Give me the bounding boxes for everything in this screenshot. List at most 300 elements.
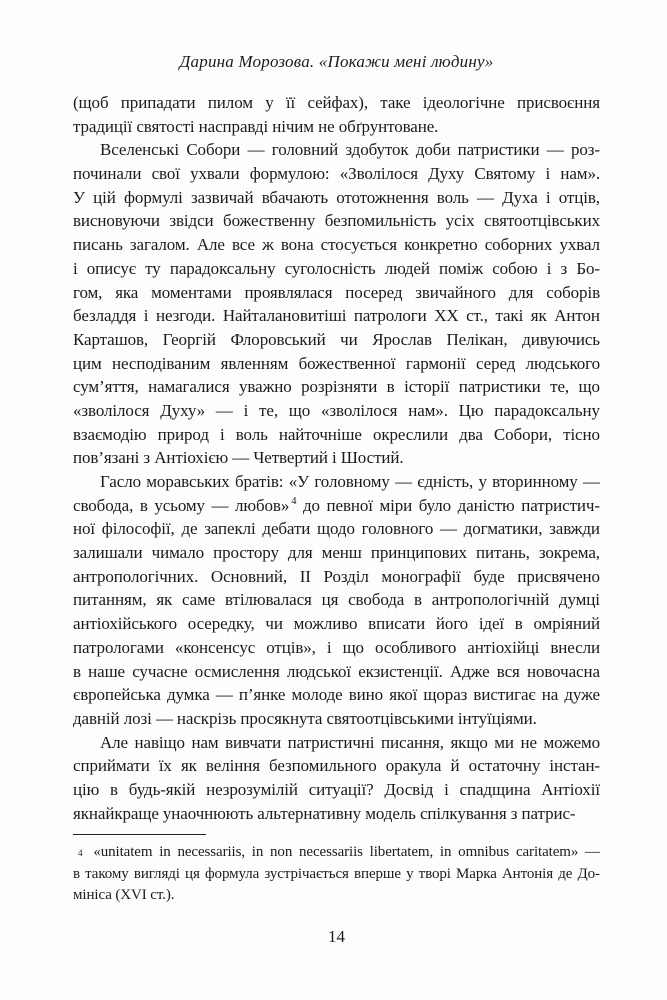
word: Духа: [502, 187, 538, 207]
word: єдність,: [417, 472, 474, 491]
word: Цю: [458, 400, 484, 420]
word: її: [285, 93, 296, 112]
word: Але: [196, 235, 225, 255]
word: Але: [100, 732, 129, 752]
word: —: [477, 187, 494, 207]
word: доби: [415, 140, 451, 160]
word: сейфах),: [307, 93, 369, 112]
word: гармонії: [405, 353, 466, 373]
word: Марка: [456, 865, 497, 882]
word: Антіохії: [541, 779, 600, 799]
text-line: традиції святості насправді нічим не обґрунтоване.: [73, 116, 439, 136]
text-line: [73, 399, 600, 423]
word: європейська: [73, 685, 161, 705]
word: звичайного: [415, 282, 496, 302]
word: свобода,: [73, 495, 134, 515]
word: патристики: [457, 140, 540, 160]
word: ст.,: [466, 306, 488, 326]
word: у: [406, 865, 414, 882]
word: проявлялася: [244, 282, 333, 302]
word: парадоксальну: [169, 258, 276, 278]
word: —: [215, 400, 233, 420]
word: головного: [361, 519, 434, 539]
text-line: [73, 588, 600, 612]
word: намагалися: [148, 377, 230, 397]
paragraph: [73, 91, 600, 138]
word: питань,: [476, 543, 530, 563]
word: і: [219, 424, 225, 444]
word: —: [215, 685, 233, 705]
word: сучасне: [132, 661, 188, 681]
word: нам».: [408, 400, 448, 420]
word: Найталановитіші: [222, 306, 347, 326]
word: міри: [379, 495, 413, 515]
word: будь-якій: [128, 779, 196, 799]
word: святоотцівських: [484, 211, 600, 231]
word: буде: [473, 566, 505, 586]
word: in: [439, 844, 452, 861]
word: цію: [73, 779, 100, 799]
word: екзистенції.: [358, 661, 443, 681]
word: «консенсус: [174, 637, 256, 657]
word: ту: [145, 258, 161, 278]
text-line: [73, 375, 600, 399]
word: такі: [495, 306, 524, 326]
word: вбачають: [261, 187, 328, 207]
word: що: [342, 637, 364, 657]
word: несподіваним: [112, 353, 211, 373]
word: думці: [558, 590, 600, 610]
word: Собори: [186, 140, 241, 160]
word: чи: [340, 329, 358, 349]
text-line: пов’язані з Антіохією — Четвертий і Шостий.: [73, 448, 404, 468]
word: в: [414, 590, 422, 610]
word: в: [110, 779, 118, 799]
word: necessariis,: [177, 844, 245, 861]
word: запеклі: [204, 519, 256, 539]
word: сум’яття,: [73, 377, 139, 397]
word: навіщо: [134, 732, 185, 752]
word: дуже: [564, 685, 600, 705]
word: людського: [525, 353, 600, 373]
word: парадоксальну: [494, 400, 600, 420]
text-line: [73, 660, 600, 684]
word: —: [439, 519, 457, 539]
word: думка: [166, 685, 210, 705]
word: омріяний: [533, 614, 600, 634]
word: Антон: [554, 306, 600, 326]
word: Бо-: [576, 258, 600, 278]
word: що: [578, 377, 600, 397]
word: собою: [492, 258, 538, 278]
word: молоде: [291, 685, 343, 705]
word: особливого: [375, 637, 457, 657]
word: втілювалася: [225, 590, 312, 610]
word: моментами: [151, 282, 232, 302]
word: вона: [280, 235, 314, 255]
word: вигляді: [133, 865, 180, 882]
word: догматики,: [463, 519, 543, 539]
word: писань: [73, 235, 123, 255]
word: Основний,: [210, 566, 288, 586]
word: —: [211, 495, 229, 515]
text-line: [73, 470, 600, 494]
word: з: [560, 258, 568, 278]
word: розрізняти: [301, 377, 378, 397]
word: безладдя: [73, 306, 137, 326]
word: формулі: [124, 187, 183, 207]
word: певної: [326, 495, 373, 515]
word: в: [73, 661, 81, 681]
footnote-lines: [73, 842, 600, 906]
word: і: [243, 400, 249, 420]
word: загалом.: [129, 235, 190, 255]
word: дивуючись: [522, 329, 600, 349]
word: де: [558, 865, 573, 882]
word: незрозумілій: [206, 779, 298, 799]
word: питанням,: [73, 590, 147, 610]
word: взаємодію: [73, 424, 147, 444]
word: non: [270, 844, 293, 861]
word: патристич-: [521, 495, 600, 515]
word: саме: [182, 590, 216, 610]
word: братів:: [234, 472, 284, 491]
word: і: [545, 164, 551, 184]
word: вписати: [368, 614, 426, 634]
word: патрологи: [353, 306, 427, 326]
word: людської: [286, 661, 351, 681]
word: найточніше: [278, 424, 362, 444]
word: —: [583, 472, 600, 491]
paragraph: [73, 470, 600, 731]
word: суголосність: [284, 258, 376, 278]
word: і: [73, 258, 78, 278]
text-line: [73, 778, 600, 802]
word: для: [287, 543, 313, 563]
word: присвячено: [517, 566, 600, 586]
word: те,: [550, 377, 570, 397]
word: у: [478, 472, 487, 491]
word: гом,: [73, 282, 103, 302]
word: присвоєння: [517, 93, 600, 112]
word: його: [435, 614, 469, 634]
word: Розділ: [323, 566, 369, 586]
word: припадати: [120, 93, 196, 112]
word: новочасна: [526, 661, 600, 681]
word: внесли: [550, 637, 600, 657]
word: простору: [213, 543, 279, 563]
text-line: давній лозі — наскрізь просякнута святоотцівськими інтуїціями.: [73, 708, 537, 728]
word: божественну: [223, 211, 316, 231]
word: менш: [321, 543, 362, 563]
word: свої: [151, 164, 180, 184]
body-text: [73, 91, 600, 825]
word: Ярослав: [372, 329, 432, 349]
word: безпомильного: [269, 756, 377, 776]
word: Вселенські: [100, 140, 180, 160]
word: свобода: [348, 590, 405, 610]
word: якої: [389, 685, 418, 705]
word: соборних: [484, 235, 553, 255]
word: цій: [93, 187, 116, 207]
word: отців,: [558, 187, 600, 207]
word: висновуючи: [73, 211, 160, 231]
word: і: [143, 306, 149, 326]
word: було: [418, 495, 452, 515]
word: ця: [321, 590, 339, 610]
word: —: [585, 844, 600, 861]
word: патристичні: [287, 732, 375, 752]
text-line: [73, 541, 600, 565]
word: де: [181, 519, 198, 539]
word: як: [180, 756, 197, 776]
word: До-: [577, 865, 600, 882]
word: Гасло: [100, 472, 141, 491]
word: головному: [314, 472, 390, 491]
text-line: [73, 328, 600, 352]
text-line: [73, 352, 600, 376]
word: осередку,: [187, 614, 255, 634]
word: патрологами: [73, 637, 164, 657]
word: вперше: [354, 865, 401, 882]
word: моравських: [146, 472, 230, 491]
word: таке: [380, 93, 411, 112]
word: серед: [476, 353, 516, 373]
word: пилом: [207, 93, 253, 112]
word: монографії: [381, 566, 461, 586]
word: «У: [288, 472, 310, 491]
word: як: [156, 590, 173, 610]
word: залишали: [73, 543, 143, 563]
word: антіохійці: [467, 637, 540, 657]
text-line: [73, 233, 600, 257]
word: вся: [496, 661, 520, 681]
word: й: [450, 756, 460, 776]
word: наше: [88, 661, 126, 681]
word: вивчати: [225, 732, 282, 752]
word: Досвід: [384, 779, 434, 799]
word: Собори,: [493, 424, 553, 444]
word: писання,: [380, 732, 444, 752]
footnote-line: 4 «unitatem in necessariis, in non necessariis libertatem, in omnibus caritatem» —: [73, 842, 600, 863]
word: ж: [262, 235, 274, 255]
word: libertatem,: [369, 844, 434, 861]
word: в: [514, 614, 523, 634]
word: до: [303, 495, 320, 515]
word: що: [288, 400, 311, 420]
word: дебати: [262, 519, 311, 539]
text-line: [73, 209, 600, 233]
text-line: [73, 257, 600, 281]
word: для: [508, 282, 534, 302]
word: оракула: [385, 756, 442, 776]
text-line: якнайкраще унаочнюють альтернативну модель спілкування з патрис-: [73, 803, 576, 823]
word: щораз: [423, 685, 468, 705]
word: ІІ: [299, 566, 311, 586]
word: безпомильність: [324, 211, 437, 231]
word: такому: [85, 865, 129, 882]
word: necessariis: [299, 844, 363, 861]
word: тісно: [563, 424, 600, 444]
word: чимало: [151, 543, 205, 563]
word: зазвичай: [191, 187, 254, 207]
word: Духу»: [160, 400, 206, 420]
word: починали: [73, 164, 142, 184]
word: завжди: [549, 519, 600, 539]
text-line: [73, 754, 600, 778]
word: природ: [157, 424, 209, 444]
word: божественної: [298, 353, 396, 373]
word: ототожнення: [336, 187, 429, 207]
text-line: [73, 423, 600, 447]
word: їх: [158, 756, 172, 776]
text-line: [73, 162, 600, 186]
word: і: [545, 187, 551, 207]
word: Святому: [474, 164, 536, 184]
word: воль: [436, 187, 469, 207]
word: і: [546, 258, 552, 278]
word: in: [251, 844, 264, 861]
word: даністю: [457, 495, 515, 515]
word: осмислення: [194, 661, 280, 681]
word: Пелікан,: [446, 329, 508, 349]
word: антіохійського: [73, 614, 178, 634]
text-line: [73, 186, 600, 210]
word: зокрема,: [538, 543, 600, 563]
word: цим: [73, 353, 102, 373]
word: в: [139, 495, 148, 515]
word: in: [159, 844, 171, 861]
word: антропологічній: [431, 590, 550, 610]
word: caritatem»: [515, 844, 579, 861]
word: ситуації?: [308, 779, 374, 799]
word: соборів: [546, 282, 600, 302]
text-line: [73, 636, 600, 660]
word: усіх: [445, 211, 475, 231]
word: здобуток: [345, 140, 409, 160]
word: Адже: [449, 661, 490, 681]
footnote-line: [73, 864, 600, 885]
word: отців»,: [266, 637, 316, 657]
word: ми: [494, 732, 514, 752]
word: творі: [418, 865, 451, 882]
word: ухвали: [190, 164, 240, 184]
word: —: [395, 472, 412, 491]
word: у: [265, 93, 274, 112]
word: формулою:: [249, 164, 330, 184]
word: ухвал: [559, 235, 600, 255]
text-line: [73, 138, 600, 162]
word: людей: [384, 258, 430, 278]
word: на: [541, 685, 559, 705]
word: любов» $^4$: [235, 495, 297, 515]
word: усьому: [154, 495, 205, 515]
word: в: [386, 377, 395, 397]
footnote-line: мініса (XVI ст.).: [73, 887, 175, 904]
word: окреслили: [372, 424, 448, 444]
word: У: [73, 187, 85, 207]
word: щодо: [317, 519, 355, 539]
word: принципових: [370, 543, 467, 563]
word: Антонія: [501, 865, 554, 882]
word: —: [546, 140, 564, 160]
word: як: [530, 306, 547, 326]
word: чи: [265, 614, 283, 634]
word: філософії,: [101, 519, 175, 539]
word: вино: [348, 685, 384, 705]
running-header: Дарина Морозова. «Покажи мені людину»: [179, 52, 494, 71]
word: «зволілося: [73, 400, 150, 420]
word: поміж: [439, 258, 484, 278]
word: те,: [259, 400, 278, 420]
word: можемо: [543, 732, 600, 752]
footnote-separator: [73, 834, 206, 835]
text-line: [73, 565, 600, 589]
word: незгоди.: [155, 306, 216, 326]
word: «unitatem: [93, 844, 153, 861]
word: нам: [191, 732, 219, 752]
word: ідеї: [478, 614, 505, 634]
text-line: [73, 683, 600, 707]
word: omnibus: [458, 844, 510, 861]
text-line: [73, 494, 600, 518]
word: головний: [271, 140, 339, 160]
text-line: [73, 91, 600, 115]
word: інстан-: [549, 756, 600, 776]
word: ця: [185, 865, 200, 882]
word: посеред: [345, 282, 403, 302]
word: остаточну: [468, 756, 541, 776]
word: роз-: [570, 140, 600, 160]
word: ної: [73, 519, 96, 539]
word: веління: [205, 756, 260, 776]
text-line: [73, 517, 600, 541]
word: описує: [86, 258, 136, 278]
word: і: [444, 779, 449, 799]
word: зустрічається: [264, 865, 349, 882]
word: вторинному: [492, 472, 578, 491]
text-line: [73, 731, 600, 755]
word: в: [73, 865, 80, 882]
word: нам».: [560, 164, 600, 184]
text-line: [73, 281, 600, 305]
text-line: [73, 612, 600, 636]
word: (щоб: [73, 93, 109, 112]
word: п’янке: [238, 685, 286, 705]
word: Карташов,: [73, 329, 149, 349]
word: історії: [404, 377, 450, 397]
word: воль: [235, 424, 268, 444]
word: можливо: [293, 614, 358, 634]
word: патристики: [458, 377, 541, 397]
word: «зволілося: [321, 400, 398, 420]
word: і: [326, 637, 332, 657]
word: сприймати: [73, 756, 150, 776]
text-line: [73, 304, 600, 328]
word: звідси: [169, 211, 214, 231]
word: антропологічних.: [73, 566, 199, 586]
word: ХХ: [434, 306, 459, 326]
word: яка: [115, 282, 139, 302]
word: конкретно: [404, 235, 478, 255]
word: два: [459, 424, 483, 444]
word: уважно: [239, 377, 292, 397]
word: —: [247, 140, 265, 160]
word: Флоровський: [230, 329, 326, 349]
word: спадщина: [459, 779, 531, 799]
paragraph: [73, 138, 600, 470]
word: «Зволілося: [339, 164, 418, 184]
